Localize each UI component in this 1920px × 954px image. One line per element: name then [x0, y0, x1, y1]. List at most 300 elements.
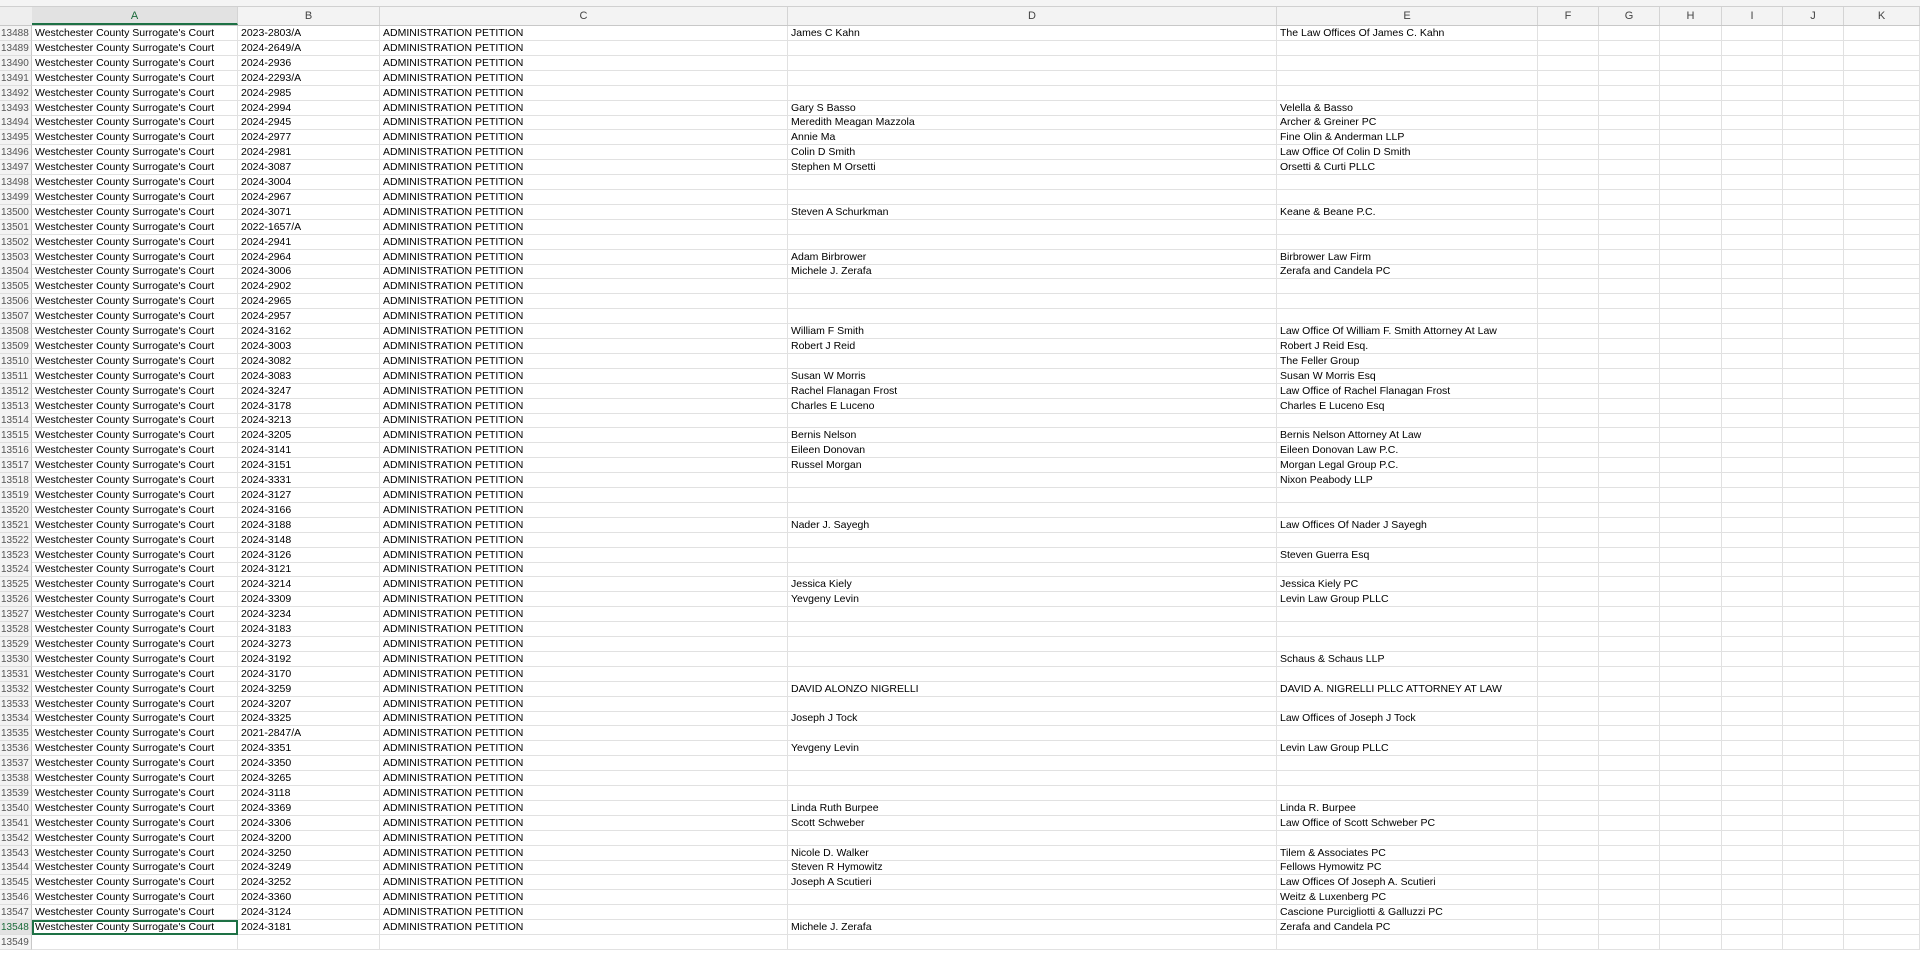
cell-a[interactable]: Westchester County Surrogate's Court: [32, 279, 238, 294]
cell-g[interactable]: [1599, 920, 1660, 935]
cell-h[interactable]: [1660, 875, 1722, 890]
cell-f[interactable]: [1538, 756, 1599, 771]
cell-b[interactable]: 2024-3252: [238, 875, 380, 890]
cell-b[interactable]: 2024-3205: [238, 428, 380, 443]
cell-f[interactable]: [1538, 771, 1599, 786]
row-header[interactable]: 13495: [0, 130, 32, 145]
cell-i[interactable]: [1722, 548, 1783, 563]
cell-k[interactable]: [1844, 205, 1920, 220]
cell-e[interactable]: Birbrower Law Firm: [1277, 250, 1538, 265]
cell-c[interactable]: ADMINISTRATION PETITION: [380, 101, 788, 116]
cell-j[interactable]: [1783, 697, 1844, 712]
cell-a[interactable]: Westchester County Surrogate's Court: [32, 145, 238, 160]
cell-a[interactable]: Westchester County Surrogate's Court: [32, 309, 238, 324]
cell-c[interactable]: ADMINISTRATION PETITION: [380, 175, 788, 190]
cell-j[interactable]: [1783, 667, 1844, 682]
cell-d[interactable]: Rachel Flanagan Frost: [788, 384, 1277, 399]
cell-b[interactable]: 2024-2293/A: [238, 71, 380, 86]
cell-c[interactable]: ADMINISTRATION PETITION: [380, 130, 788, 145]
cell-i[interactable]: [1722, 130, 1783, 145]
cell-b[interactable]: 2024-3148: [238, 533, 380, 548]
row-header[interactable]: 13548: [0, 920, 32, 935]
row-header[interactable]: 13512: [0, 384, 32, 399]
cell-j[interactable]: [1783, 890, 1844, 905]
cell-k[interactable]: [1844, 831, 1920, 846]
cell-f[interactable]: [1538, 711, 1599, 726]
cell-j[interactable]: [1783, 71, 1844, 86]
cell-i[interactable]: [1722, 443, 1783, 458]
cell-e[interactable]: [1277, 279, 1538, 294]
cell-b[interactable]: 2022-1657/A: [238, 220, 380, 235]
cell-e[interactable]: [1277, 697, 1538, 712]
cell-k[interactable]: [1844, 115, 1920, 130]
cell-d[interactable]: [788, 86, 1277, 101]
cell-c[interactable]: ADMINISTRATION PETITION: [380, 890, 788, 905]
cell-f[interactable]: [1538, 741, 1599, 756]
cell-e[interactable]: Law Offices Of Nader J Sayegh: [1277, 518, 1538, 533]
row-header[interactable]: 13494: [0, 115, 32, 130]
cell-e[interactable]: [1277, 235, 1538, 250]
cell-e[interactable]: [1277, 56, 1538, 71]
cell-i[interactable]: [1722, 413, 1783, 428]
cell-e[interactable]: Fine Olin & Anderman LLP: [1277, 130, 1538, 145]
cell-c[interactable]: ADMINISTRATION PETITION: [380, 473, 788, 488]
cell-a[interactable]: Westchester County Surrogate's Court: [32, 726, 238, 741]
cell-k[interactable]: [1844, 130, 1920, 145]
cell-g[interactable]: [1599, 741, 1660, 756]
cell-d[interactable]: [788, 607, 1277, 622]
cell-j[interactable]: [1783, 801, 1844, 816]
cell-i[interactable]: [1722, 264, 1783, 279]
cell-c[interactable]: ADMINISTRATION PETITION: [380, 413, 788, 428]
cell-k[interactable]: [1844, 354, 1920, 369]
cell-g[interactable]: [1599, 458, 1660, 473]
cell-d[interactable]: Jessica Kiely: [788, 577, 1277, 592]
column-header-e[interactable]: E: [1277, 7, 1538, 25]
select-all-corner[interactable]: [0, 7, 33, 25]
cell-b[interactable]: 2024-3003: [238, 339, 380, 354]
cell-i[interactable]: [1722, 175, 1783, 190]
cell-f[interactable]: [1538, 190, 1599, 205]
cell-f[interactable]: [1538, 458, 1599, 473]
cell-c[interactable]: ADMINISTRATION PETITION: [380, 562, 788, 577]
cell-d[interactable]: [788, 652, 1277, 667]
cell-i[interactable]: [1722, 428, 1783, 443]
cell-c[interactable]: ADMINISTRATION PETITION: [380, 786, 788, 801]
cell-j[interactable]: [1783, 399, 1844, 414]
row-header[interactable]: 13549: [0, 935, 32, 950]
cell-b[interactable]: 2024-3265: [238, 771, 380, 786]
cell-g[interactable]: [1599, 339, 1660, 354]
cell-f[interactable]: [1538, 250, 1599, 265]
row-header[interactable]: 13526: [0, 592, 32, 607]
cell-i[interactable]: [1722, 235, 1783, 250]
cell-f[interactable]: [1538, 399, 1599, 414]
cell-i[interactable]: [1722, 801, 1783, 816]
cell-a[interactable]: Westchester County Surrogate's Court: [32, 771, 238, 786]
cell-i[interactable]: [1722, 115, 1783, 130]
cell-d[interactable]: Scott Schweber: [788, 816, 1277, 831]
cell-c[interactable]: ADMINISTRATION PETITION: [380, 384, 788, 399]
cell-b[interactable]: 2024-3087: [238, 160, 380, 175]
cell-c[interactable]: ADMINISTRATION PETITION: [380, 741, 788, 756]
cell-h[interactable]: [1660, 324, 1722, 339]
cell-a[interactable]: Westchester County Surrogate's Court: [32, 548, 238, 563]
cell-d[interactable]: Nicole D. Walker: [788, 846, 1277, 861]
cell-e[interactable]: Tilem & Associates PC: [1277, 846, 1538, 861]
cell-a[interactable]: Westchester County Surrogate's Court: [32, 488, 238, 503]
cell-h[interactable]: [1660, 622, 1722, 637]
cell-b[interactable]: 2024-2981: [238, 145, 380, 160]
cell-g[interactable]: [1599, 786, 1660, 801]
cell-i[interactable]: [1722, 339, 1783, 354]
cell-i[interactable]: [1722, 26, 1783, 41]
cell-b[interactable]: 2024-2977: [238, 130, 380, 145]
cell-e[interactable]: [1277, 786, 1538, 801]
cell-g[interactable]: [1599, 518, 1660, 533]
cell-j[interactable]: [1783, 846, 1844, 861]
cell-a[interactable]: Westchester County Surrogate's Court: [32, 190, 238, 205]
cell-b[interactable]: 2024-3183: [238, 622, 380, 637]
cell-d[interactable]: Michele J. Zerafa: [788, 920, 1277, 935]
cell-c[interactable]: ADMINISTRATION PETITION: [380, 160, 788, 175]
cell-k[interactable]: [1844, 607, 1920, 622]
cell-e[interactable]: Charles E Luceno Esq: [1277, 399, 1538, 414]
cell-e[interactable]: Zerafa and Candela PC: [1277, 264, 1538, 279]
cell-g[interactable]: [1599, 354, 1660, 369]
cell-h[interactable]: [1660, 369, 1722, 384]
cell-g[interactable]: [1599, 607, 1660, 622]
cell-c[interactable]: ADMINISTRATION PETITION: [380, 86, 788, 101]
cell-c[interactable]: ADMINISTRATION PETITION: [380, 279, 788, 294]
cell-k[interactable]: [1844, 473, 1920, 488]
cell-c[interactable]: ADMINISTRATION PETITION: [380, 339, 788, 354]
cell-i[interactable]: [1722, 831, 1783, 846]
cell-k[interactable]: [1844, 816, 1920, 831]
row-header[interactable]: 13547: [0, 905, 32, 920]
cell-g[interactable]: [1599, 294, 1660, 309]
row-header[interactable]: 13488: [0, 26, 32, 41]
cell-b[interactable]: 2024-3325: [238, 711, 380, 726]
cell-a[interactable]: Westchester County Surrogate's Court: [32, 101, 238, 116]
cell-j[interactable]: [1783, 443, 1844, 458]
cell-f[interactable]: [1538, 682, 1599, 697]
row-header[interactable]: 13537: [0, 756, 32, 771]
cell-b[interactable]: 2024-3234: [238, 607, 380, 622]
cell-g[interactable]: [1599, 622, 1660, 637]
cell-b[interactable]: 2024-3127: [238, 488, 380, 503]
cell-k[interactable]: [1844, 190, 1920, 205]
cell-a[interactable]: Westchester County Surrogate's Court: [32, 160, 238, 175]
cell-k[interactable]: [1844, 935, 1920, 950]
cell-d[interactable]: [788, 488, 1277, 503]
cell-k[interactable]: [1844, 890, 1920, 905]
cell-f[interactable]: [1538, 160, 1599, 175]
cell-g[interactable]: [1599, 115, 1660, 130]
cell-h[interactable]: [1660, 697, 1722, 712]
cell-f[interactable]: [1538, 875, 1599, 890]
cell-d[interactable]: Yevgeny Levin: [788, 592, 1277, 607]
cell-k[interactable]: [1844, 920, 1920, 935]
cell-e[interactable]: Orsetti & Curti PLLC: [1277, 160, 1538, 175]
cell-k[interactable]: [1844, 726, 1920, 741]
cell-d[interactable]: [788, 622, 1277, 637]
cell-f[interactable]: [1538, 205, 1599, 220]
cell-h[interactable]: [1660, 101, 1722, 116]
cell-d[interactable]: [788, 354, 1277, 369]
cell-i[interactable]: [1722, 160, 1783, 175]
cell-f[interactable]: [1538, 622, 1599, 637]
cell-k[interactable]: [1844, 905, 1920, 920]
cell-h[interactable]: [1660, 264, 1722, 279]
cell-d[interactable]: [788, 935, 1277, 950]
cell-g[interactable]: [1599, 369, 1660, 384]
cell-k[interactable]: [1844, 697, 1920, 712]
cell-c[interactable]: ADMINISTRATION PETITION: [380, 205, 788, 220]
cell-h[interactable]: [1660, 145, 1722, 160]
cell-c[interactable]: ADMINISTRATION PETITION: [380, 816, 788, 831]
row-header[interactable]: 13545: [0, 875, 32, 890]
column-header-d[interactable]: D: [788, 7, 1277, 25]
cell-g[interactable]: [1599, 160, 1660, 175]
cell-d[interactable]: [788, 548, 1277, 563]
cell-f[interactable]: [1538, 637, 1599, 652]
cell-k[interactable]: [1844, 324, 1920, 339]
cell-d[interactable]: Colin D Smith: [788, 145, 1277, 160]
cell-k[interactable]: [1844, 294, 1920, 309]
cell-c[interactable]: ADMINISTRATION PETITION: [380, 220, 788, 235]
row-header[interactable]: 13539: [0, 786, 32, 801]
cell-a[interactable]: Westchester County Surrogate's Court: [32, 875, 238, 890]
row-header[interactable]: 13513: [0, 399, 32, 414]
cell-i[interactable]: [1722, 220, 1783, 235]
cell-i[interactable]: [1722, 190, 1783, 205]
cell-j[interactable]: [1783, 756, 1844, 771]
cell-a[interactable]: Westchester County Surrogate's Court: [32, 443, 238, 458]
cell-g[interactable]: [1599, 71, 1660, 86]
cell-e[interactable]: Law Office of Rachel Flanagan Frost: [1277, 384, 1538, 399]
cell-b[interactable]: 2024-3071: [238, 205, 380, 220]
row-header[interactable]: 13522: [0, 533, 32, 548]
column-header-h[interactable]: H: [1660, 7, 1722, 25]
cell-k[interactable]: [1844, 875, 1920, 890]
cell-k[interactable]: [1844, 384, 1920, 399]
cell-b[interactable]: 2024-3162: [238, 324, 380, 339]
row-header[interactable]: 13536: [0, 741, 32, 756]
cell-h[interactable]: [1660, 250, 1722, 265]
cell-e[interactable]: Weitz & Luxenberg PC: [1277, 890, 1538, 905]
cell-e[interactable]: [1277, 667, 1538, 682]
cell-g[interactable]: [1599, 533, 1660, 548]
row-header[interactable]: 13543: [0, 846, 32, 861]
cell-e[interactable]: [1277, 86, 1538, 101]
cell-f[interactable]: [1538, 339, 1599, 354]
cell-i[interactable]: [1722, 71, 1783, 86]
cell-f[interactable]: [1538, 726, 1599, 741]
cell-h[interactable]: [1660, 637, 1722, 652]
cell-k[interactable]: [1844, 682, 1920, 697]
cell-i[interactable]: [1722, 577, 1783, 592]
cell-h[interactable]: [1660, 399, 1722, 414]
cell-d[interactable]: [788, 190, 1277, 205]
cell-k[interactable]: [1844, 250, 1920, 265]
cell-a[interactable]: Westchester County Surrogate's Court: [32, 890, 238, 905]
cell-d[interactable]: Steven R Hymowitz: [788, 860, 1277, 875]
cell-i[interactable]: [1722, 458, 1783, 473]
cell-e[interactable]: [1277, 488, 1538, 503]
cell-h[interactable]: [1660, 846, 1722, 861]
column-header-j[interactable]: J: [1783, 7, 1844, 25]
cell-b[interactable]: 2024-3118: [238, 786, 380, 801]
cell-j[interactable]: [1783, 488, 1844, 503]
cell-d[interactable]: [788, 905, 1277, 920]
row-header[interactable]: 13507: [0, 309, 32, 324]
cell-d[interactable]: [788, 697, 1277, 712]
cell-d[interactable]: [788, 890, 1277, 905]
cell-g[interactable]: [1599, 935, 1660, 950]
cell-a[interactable]: Westchester County Surrogate's Court: [32, 533, 238, 548]
cell-g[interactable]: [1599, 726, 1660, 741]
cell-a[interactable]: Westchester County Surrogate's Court: [32, 324, 238, 339]
cell-h[interactable]: [1660, 682, 1722, 697]
cell-i[interactable]: [1722, 860, 1783, 875]
cell-d[interactable]: [788, 413, 1277, 428]
cell-e[interactable]: [1277, 756, 1538, 771]
cell-c[interactable]: ADMINISTRATION PETITION: [380, 41, 788, 56]
cell-k[interactable]: [1844, 101, 1920, 116]
cell-d[interactable]: William F Smith: [788, 324, 1277, 339]
cell-c[interactable]: ADMINISTRATION PETITION: [380, 235, 788, 250]
cell-b[interactable]: 2024-3250: [238, 846, 380, 861]
cell-a[interactable]: Westchester County Surrogate's Court: [32, 622, 238, 637]
cell-f[interactable]: [1538, 56, 1599, 71]
row-header[interactable]: 13498: [0, 175, 32, 190]
cell-g[interactable]: [1599, 473, 1660, 488]
row-header[interactable]: 13524: [0, 562, 32, 577]
cell-a[interactable]: Westchester County Surrogate's Court: [32, 205, 238, 220]
cell-f[interactable]: [1538, 488, 1599, 503]
cell-a[interactable]: Westchester County Surrogate's Court: [32, 56, 238, 71]
cell-d[interactable]: DAVID ALONZO NIGRELLI: [788, 682, 1277, 697]
cell-k[interactable]: [1844, 413, 1920, 428]
cell-b[interactable]: 2024-3166: [238, 503, 380, 518]
cell-f[interactable]: [1538, 443, 1599, 458]
cell-i[interactable]: [1722, 86, 1783, 101]
cell-i[interactable]: [1722, 592, 1783, 607]
cell-f[interactable]: [1538, 607, 1599, 622]
cell-h[interactable]: [1660, 503, 1722, 518]
cell-c[interactable]: ADMINISTRATION PETITION: [380, 533, 788, 548]
cell-g[interactable]: [1599, 279, 1660, 294]
cell-c[interactable]: ADMINISTRATION PETITION: [380, 354, 788, 369]
cell-c[interactable]: ADMINISTRATION PETITION: [380, 682, 788, 697]
cell-h[interactable]: [1660, 86, 1722, 101]
cell-b[interactable]: 2024-2945: [238, 115, 380, 130]
cell-e[interactable]: Levin Law Group PLLC: [1277, 592, 1538, 607]
cell-d[interactable]: [788, 637, 1277, 652]
cell-b[interactable]: 2024-3181: [238, 920, 380, 935]
cell-e[interactable]: Law Offices of Joseph J Tock: [1277, 711, 1538, 726]
cell-k[interactable]: [1844, 279, 1920, 294]
cell-g[interactable]: [1599, 205, 1660, 220]
cell-d[interactable]: [788, 294, 1277, 309]
cell-b[interactable]: 2024-3170: [238, 667, 380, 682]
cell-a[interactable]: Westchester County Surrogate's Court: [32, 26, 238, 41]
cell-j[interactable]: [1783, 145, 1844, 160]
cell-f[interactable]: [1538, 562, 1599, 577]
cell-j[interactable]: [1783, 175, 1844, 190]
row-header[interactable]: 13515: [0, 428, 32, 443]
cell-c[interactable]: ADMINISTRATION PETITION: [380, 622, 788, 637]
cell-k[interactable]: [1844, 369, 1920, 384]
cell-g[interactable]: [1599, 413, 1660, 428]
cell-a[interactable]: Westchester County Surrogate's Court: [32, 235, 238, 250]
cell-j[interactable]: [1783, 771, 1844, 786]
cell-g[interactable]: [1599, 26, 1660, 41]
cell-i[interactable]: [1722, 354, 1783, 369]
cell-j[interactable]: [1783, 711, 1844, 726]
cell-c[interactable]: ADMINISTRATION PETITION: [380, 71, 788, 86]
cell-i[interactable]: [1722, 905, 1783, 920]
row-header[interactable]: 13493: [0, 101, 32, 116]
cell-k[interactable]: [1844, 846, 1920, 861]
cell-f[interactable]: [1538, 309, 1599, 324]
row-header[interactable]: 13529: [0, 637, 32, 652]
cell-d[interactable]: [788, 71, 1277, 86]
cell-e[interactable]: [1277, 220, 1538, 235]
cell-f[interactable]: [1538, 235, 1599, 250]
cell-h[interactable]: [1660, 115, 1722, 130]
column-header-f[interactable]: F: [1538, 7, 1599, 25]
cell-c[interactable]: ADMINISTRATION PETITION: [380, 771, 788, 786]
cell-f[interactable]: [1538, 816, 1599, 831]
cell-f[interactable]: [1538, 652, 1599, 667]
cell-i[interactable]: [1722, 846, 1783, 861]
cell-b[interactable]: 2024-3178: [238, 399, 380, 414]
cell-h[interactable]: [1660, 309, 1722, 324]
cell-e[interactable]: Morgan Legal Group P.C.: [1277, 458, 1538, 473]
cell-g[interactable]: [1599, 875, 1660, 890]
cell-k[interactable]: [1844, 592, 1920, 607]
cell-i[interactable]: [1722, 816, 1783, 831]
cell-k[interactable]: [1844, 667, 1920, 682]
row-header[interactable]: 13544: [0, 860, 32, 875]
cell-a[interactable]: Westchester County Surrogate's Court: [32, 697, 238, 712]
row-header[interactable]: 13535: [0, 726, 32, 741]
cell-b[interactable]: 2024-3249: [238, 860, 380, 875]
cell-a[interactable]: Westchester County Surrogate's Court: [32, 518, 238, 533]
cell-i[interactable]: [1722, 309, 1783, 324]
cell-j[interactable]: [1783, 786, 1844, 801]
column-header-b[interactable]: B: [238, 7, 380, 25]
cell-h[interactable]: [1660, 339, 1722, 354]
cell-e[interactable]: [1277, 503, 1538, 518]
cell-g[interactable]: [1599, 577, 1660, 592]
cell-c[interactable]: ADMINISTRATION PETITION: [380, 726, 788, 741]
cell-f[interactable]: [1538, 71, 1599, 86]
row-header[interactable]: 13499: [0, 190, 32, 205]
cell-b[interactable]: 2024-2994: [238, 101, 380, 116]
cell-b[interactable]: 2024-3188: [238, 518, 380, 533]
cell-i[interactable]: [1722, 682, 1783, 697]
cell-g[interactable]: [1599, 428, 1660, 443]
cell-b[interactable]: 2024-3124: [238, 905, 380, 920]
cell-d[interactable]: Michele J. Zerafa: [788, 264, 1277, 279]
cell-c[interactable]: ADMINISTRATION PETITION: [380, 399, 788, 414]
cell-g[interactable]: [1599, 190, 1660, 205]
cell-j[interactable]: [1783, 607, 1844, 622]
cell-g[interactable]: [1599, 86, 1660, 101]
